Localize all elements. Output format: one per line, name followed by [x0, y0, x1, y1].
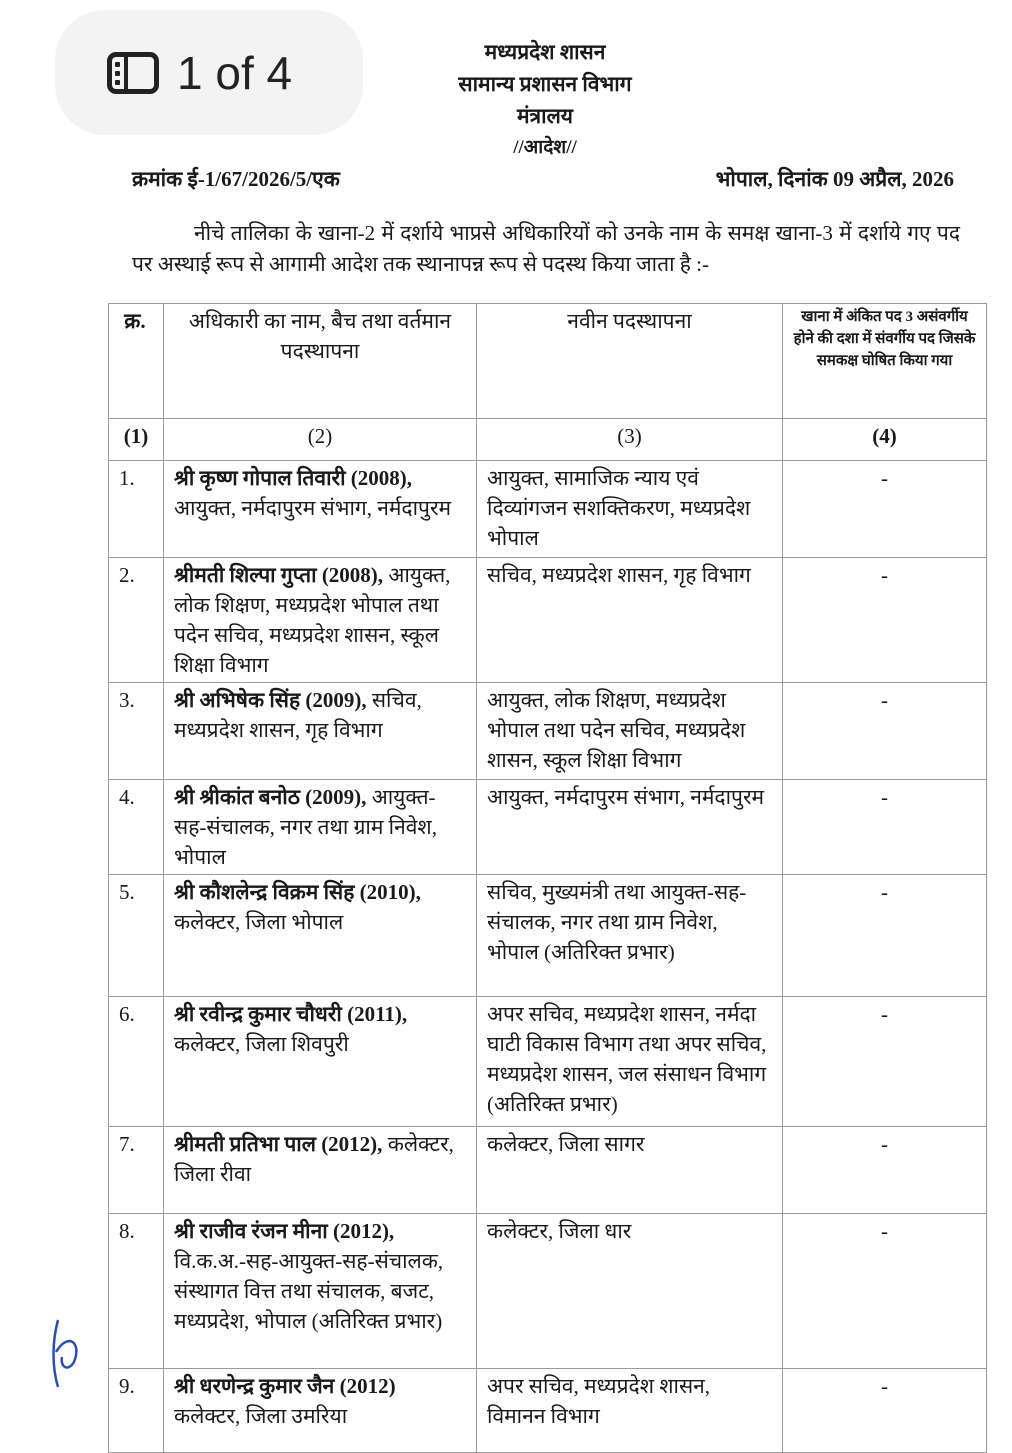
officer-cell: [164, 875, 477, 997]
ministry: मंत्रालय: [516, 104, 573, 128]
officer-cell: [164, 780, 477, 875]
serial-number: 2.: [109, 558, 164, 683]
current-posting: आयुक्त-सह-संचालक, नगर तथा ग्राम निवेश, भोपाल: [174, 785, 437, 869]
page-thumbnails-icon: [107, 52, 159, 94]
officer-name: श्रीमती प्रतिभा पाल (2012),: [174, 1132, 383, 1156]
new-posting: आयुक्त, लोक शिक्षण, मध्यप्रदेश भोपाल तथा पदेन सचिव, मध्यप्रदेश शासन, स्कूल शिक्षा विभाग: [477, 683, 783, 780]
table-row: [109, 1214, 987, 1369]
new-posting: सचिव, मध्यप्रदेश शासन, गृह विभाग: [477, 558, 783, 683]
header-sn: क्र.: [109, 304, 164, 419]
current-posting: सचिव, मध्यप्रदेश शासन, गृह विभाग: [174, 688, 422, 742]
table-row: [109, 1369, 987, 1453]
equivalent-post: -: [783, 683, 987, 780]
table-row: [109, 461, 987, 558]
serial-number: 8.: [109, 1214, 164, 1369]
equivalent-post: -: [783, 1127, 987, 1214]
govt-name: मध्यप्रदेश शासन: [484, 40, 606, 64]
serial-number: 3.: [109, 683, 164, 780]
new-posting: आयुक्त, नर्मदापुरम संभाग, नर्मदापुरम: [477, 780, 783, 875]
officer-cell: [164, 461, 477, 558]
new-posting: आयुक्त, सामाजिक न्याय एवं दिव्यांगजन सशक्तिकरण, मध्यप्रदेश भोपाल: [477, 461, 783, 558]
order-date: भोपाल, दिनांक 09 अप्रैल, 2026: [715, 167, 954, 191]
table-row: [109, 875, 987, 997]
serial-number: 5.: [109, 875, 164, 997]
officer-name: श्री श्रीकांत बनोठ (2009),: [174, 785, 367, 809]
new-posting: कलेक्टर, जिला धार: [477, 1214, 783, 1369]
current-posting: आयुक्त, नर्मदापुरम संभाग, नर्मदापुरम: [174, 496, 452, 520]
table-row: [109, 1127, 987, 1214]
current-posting: कलेक्टर, जिला उमरिया: [174, 1404, 348, 1428]
page-count: 1 of 4: [177, 46, 293, 99]
header-equivalent: खाना में अंकित पद 3 असंवर्गीय होने की दशा में संवर्गीय पद जिसके समकक्ष घोषित किया गया: [783, 304, 987, 419]
officer-name: श्रीमती शिल्पा गुप्ता (2008),: [174, 563, 384, 587]
col-number: (1): [109, 419, 164, 461]
serial-number: 1.: [109, 461, 164, 558]
officer-name: श्री राजीव रंजन मीना (2012),: [174, 1219, 395, 1243]
header-officer: अधिकारी का नाम, बैच तथा वर्तमान पदस्थापना: [164, 304, 477, 419]
equivalent-post: -: [783, 780, 987, 875]
equivalent-post: -: [783, 1369, 987, 1453]
new-posting: सचिव, मुख्यमंत्री तथा आयुक्त-सह-संचालक, नगर तथा ग्राम निवेश, भोपाल (अतिरिक्त प्रभार): [477, 875, 783, 997]
officer-cell: [164, 1369, 477, 1453]
equivalent-post: -: [783, 461, 987, 558]
col-number: (2): [164, 419, 477, 461]
col-number: (4): [783, 419, 987, 461]
page-indicator[interactable]: [55, 10, 363, 135]
officer-name: श्री रवीन्द्र कुमार चौधरी (2011),: [174, 1002, 408, 1026]
current-posting: आयुक्त, लोक शिक्षण, मध्यप्रदेश भोपाल तथा पदेन सचिव, मध्यप्रदेश शासन, स्कूल शिक्षा विभाग: [174, 563, 451, 677]
serial-number: 4.: [109, 780, 164, 875]
new-posting: अपर सचिव, मध्यप्रदेश शासन, नर्मदा घाटी विकास विभाग तथा अपर सचिव, मध्यप्रदेश शासन, जल संसाधन विभाग (अतिरिक्त प्रभार): [477, 997, 783, 1127]
equivalent-post: -: [783, 1214, 987, 1369]
new-posting: अपर सचिव, मध्यप्रदेश शासन, विमानन विभाग: [477, 1369, 783, 1453]
current-posting: कलेक्टर, जिला भोपाल: [174, 910, 344, 934]
new-posting: कलेक्टर, जिला सागर: [477, 1127, 783, 1214]
serial-number: 7.: [109, 1127, 164, 1214]
equivalent-post: -: [783, 997, 987, 1127]
officer-name: श्री अभिषेक सिंह (2009),: [174, 688, 367, 712]
header-new-posting: नवीन पदस्थापना: [477, 304, 783, 419]
initials-signature: [48, 1312, 84, 1392]
current-posting: कलेक्टर, जिला रीवा: [174, 1132, 454, 1186]
equivalent-post: -: [783, 875, 987, 997]
current-posting: कलेक्टर, जिला शिवपुरी: [174, 1032, 349, 1056]
serial-number: 6.: [109, 997, 164, 1127]
table-row: [109, 558, 987, 683]
col-number: (3): [477, 419, 783, 461]
serial-number: 9.: [109, 1369, 164, 1453]
table-row: [109, 997, 987, 1127]
officer-cell: [164, 558, 477, 683]
officer-cell: [164, 1214, 477, 1369]
officer-name: श्री कौशलेन्द्र विक्रम सिंह (2010),: [174, 880, 421, 904]
table-row: [109, 780, 987, 875]
table-row: [109, 683, 987, 780]
equivalent-post: -: [783, 558, 987, 683]
officer-cell: [164, 1127, 477, 1214]
order-title: //आदेश//: [513, 137, 577, 158]
officer-cell: [164, 683, 477, 780]
posting-table: [108, 303, 987, 1453]
order-number: क्रमांक ई-1/67/2026/5/एक: [132, 167, 340, 191]
current-posting: वि.क.अ.-सह-आयुक्त-सह-संचालक, संस्थागत वित्त तथा संचालक, बजट, मध्यप्रदेश, भोपाल (अतिरिक्त प्रभार): [174, 1249, 444, 1333]
officer-cell: [164, 997, 477, 1127]
officer-name: श्री धरणेन्द्र कुमार जैन (2012): [174, 1374, 396, 1398]
department-name: सामान्य प्रशासन विभाग: [458, 72, 632, 96]
officer-name: श्री कृष्ण गोपाल तिवारी (2008),: [174, 466, 413, 490]
intro-paragraph: नीचे तालिका के खाना-2 में दर्शाये भाप्रसे अधिकारियों को उनके नाम के समक्ष खाना-3 में दर्शाये गए पद पर अस्थाई रूप से आगामी आदेश तक स्थानापन्न रूप से पदस्थ किया जाता है :-: [132, 221, 960, 276]
